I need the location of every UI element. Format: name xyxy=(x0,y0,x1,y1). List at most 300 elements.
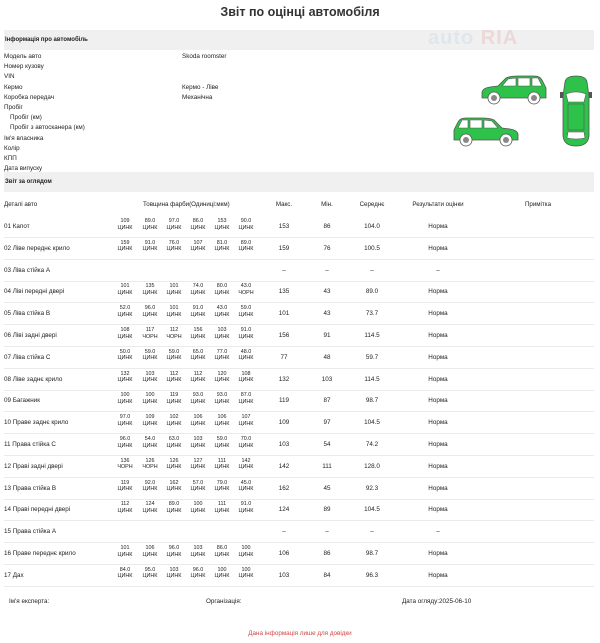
paint-material: ЦИНК xyxy=(166,573,182,580)
part-name: 01 Капот xyxy=(4,223,30,230)
paint-reading xyxy=(234,392,258,405)
paint-reading xyxy=(138,240,162,253)
paint-material: ЦИНК xyxy=(166,464,182,471)
paint-reading xyxy=(186,392,210,405)
paint-value: 117 xyxy=(145,327,155,333)
paint-value: 48.0 xyxy=(240,348,252,355)
paint-material: ЦИНК xyxy=(214,355,230,362)
paint-value: 89.0 xyxy=(240,239,252,246)
paint-reading xyxy=(186,371,210,384)
info-value: Кермо - Ліве xyxy=(182,83,219,91)
paint-value: 96.0 xyxy=(168,545,180,551)
paint-reading xyxy=(210,545,234,558)
paint-reading xyxy=(113,414,137,427)
result: Норма xyxy=(428,571,448,579)
paint-reading xyxy=(138,501,162,514)
paint-value: 84.0 xyxy=(119,566,131,573)
result: Норма xyxy=(428,244,448,252)
paint-material: ЦИНК xyxy=(214,420,230,427)
paint-reading xyxy=(162,327,186,340)
paint-material: ЦИНК xyxy=(238,333,254,340)
info-value: Skoda roomster xyxy=(182,53,227,60)
car-side-left-diagram xyxy=(478,74,550,106)
paint-reading xyxy=(210,371,234,384)
stat-max: 135 xyxy=(278,288,290,296)
table-row xyxy=(4,216,594,238)
paint-material: ЦИНК xyxy=(166,224,182,231)
paint-value: 142 xyxy=(241,457,251,464)
result: Норма xyxy=(428,506,448,514)
stat-avg: 96.3 xyxy=(365,571,379,579)
stat-max: 132 xyxy=(278,375,290,383)
paint-value: 101 xyxy=(169,305,179,312)
paint-value: 112 xyxy=(169,370,179,377)
column-part: Деталі авто xyxy=(4,201,38,208)
paint-reading xyxy=(162,305,186,318)
stat-min: 43 xyxy=(323,310,331,318)
paint-value: 108 xyxy=(241,370,251,377)
paint-material: ЦИНК xyxy=(238,573,254,580)
paint-material: ЦИНК xyxy=(190,573,206,580)
paint-material: ЦИНК xyxy=(214,486,230,493)
paint-value: 109 xyxy=(145,414,155,421)
table-row xyxy=(4,347,594,369)
paint-value: 100 xyxy=(193,501,203,508)
paint-reading xyxy=(113,545,137,558)
paint-material: ЦИНК xyxy=(214,398,230,405)
paint-material: ЦИНК xyxy=(166,289,182,296)
part-name: 03 Ліва стійка А xyxy=(4,266,51,274)
paint-value: 103 xyxy=(193,436,203,442)
paint-reading xyxy=(162,283,186,296)
stat-min: 89 xyxy=(323,506,331,514)
table-row xyxy=(4,478,594,500)
paint-value: 92.0 xyxy=(144,479,156,486)
paint-material: ЦИНК xyxy=(214,377,230,384)
result: Норма xyxy=(428,419,448,427)
table-row xyxy=(4,412,594,434)
stat-max: – xyxy=(282,266,286,274)
inspection-header: Звіт за оглядом xyxy=(4,172,594,192)
paint-value: 112 xyxy=(120,501,130,508)
stat-min: 87 xyxy=(323,397,331,405)
paint-reading xyxy=(210,218,234,231)
result: Норма xyxy=(428,484,448,492)
stat-avg: 104.5 xyxy=(364,419,380,427)
paint-reading xyxy=(186,480,210,493)
paint-material: ЦИНК xyxy=(117,507,133,514)
part-name: 14 Праві передні двері xyxy=(4,506,71,514)
paint-value: 91.0 xyxy=(240,327,252,333)
paint-reading xyxy=(162,240,186,253)
paint-reading xyxy=(234,545,258,558)
paint-value: 43.0 xyxy=(216,305,228,312)
stat-avg: 92.3 xyxy=(365,484,379,492)
paint-reading xyxy=(138,567,162,580)
paint-reading xyxy=(113,240,137,253)
paint-reading xyxy=(234,458,258,471)
paint-value: 70.0 xyxy=(240,436,252,442)
paint-material: ЦИНК xyxy=(166,442,182,449)
paint-value: 97.0 xyxy=(168,218,180,224)
paint-value: 100 xyxy=(241,545,251,551)
paint-reading xyxy=(113,480,137,493)
paint-reading xyxy=(138,545,162,558)
paint-value: 103 xyxy=(145,370,155,377)
car-side-right-diagram xyxy=(450,116,522,148)
paint-material: ЦИНК xyxy=(190,398,206,405)
paint-material: ЦИНК xyxy=(214,311,230,318)
paint-material: ЦИНК xyxy=(117,377,133,384)
stat-min: 45 xyxy=(323,484,331,492)
stat-min: 54 xyxy=(323,441,331,448)
result: Норма xyxy=(428,288,448,296)
result: Норма xyxy=(428,550,448,557)
paint-material: ЦИНК xyxy=(117,398,133,405)
paint-material: ЧОРН xyxy=(117,464,133,471)
paint-reading xyxy=(186,567,210,580)
paint-material: ЧОРН xyxy=(166,333,182,340)
paint-reading xyxy=(138,436,162,449)
paint-value: 86.0 xyxy=(216,545,228,551)
paint-reading xyxy=(234,283,258,296)
paint-value: 96.0 xyxy=(119,436,131,442)
paint-reading xyxy=(234,240,258,253)
paint-material: ЦИНК xyxy=(142,224,158,231)
info-label: Коробка передач xyxy=(4,93,55,101)
paint-material: ЦИНК xyxy=(142,246,158,253)
paint-reading xyxy=(113,349,137,362)
paint-reading xyxy=(113,567,137,580)
paint-value: 111 xyxy=(217,457,227,464)
stat-avg: 114.5 xyxy=(364,375,380,383)
paint-material: ЦИНК xyxy=(238,420,254,427)
paint-material: ЦИНК xyxy=(117,246,133,253)
paint-value: 103 xyxy=(169,566,179,573)
paint-material: ЦИНК xyxy=(190,311,206,318)
paint-value: 77.0 xyxy=(216,348,228,355)
paint-material: ЦИНК xyxy=(166,311,182,318)
paint-material: ЦИНК xyxy=(190,289,206,296)
stat-max: 156 xyxy=(278,332,290,339)
paint-material: ЦИНК xyxy=(117,573,133,580)
paint-material: ЦИНК xyxy=(238,224,254,231)
info-label: Дата випуску xyxy=(4,165,43,173)
paint-material: ЦИНК xyxy=(166,420,182,427)
paint-material: ЦИНК xyxy=(238,246,254,253)
paint-material: ЦИНК xyxy=(142,289,158,296)
paint-reading xyxy=(138,349,162,362)
paint-reading xyxy=(234,371,258,384)
paint-value: 111 xyxy=(217,501,227,508)
paint-material: ЦИНК xyxy=(214,246,230,253)
paint-reading xyxy=(138,327,162,340)
paint-reading xyxy=(113,218,137,231)
paint-value: 127 xyxy=(193,457,203,464)
paint-reading xyxy=(113,305,137,318)
paint-material: ЦИНК xyxy=(142,551,158,558)
table-row xyxy=(4,260,594,282)
paint-reading xyxy=(210,392,234,405)
paint-material: ЦИНК xyxy=(238,486,254,493)
inspection-date: Дата огляду:2025-06-10 xyxy=(402,598,472,605)
paint-material: ЦИНК xyxy=(190,442,206,449)
result: – xyxy=(436,266,440,274)
paint-material: ЦИНК xyxy=(190,333,206,340)
paint-material: ЦИНК xyxy=(142,486,158,493)
watermark-logo: auto RIA xyxy=(428,27,519,49)
stat-max: 106 xyxy=(278,550,290,557)
stat-min: 103 xyxy=(321,375,333,383)
stat-min: 91 xyxy=(323,332,331,339)
paint-material: ЦИНК xyxy=(214,573,230,580)
result: Норма xyxy=(428,223,448,230)
paint-material: ЦИНК xyxy=(190,420,206,427)
paint-value: 59.0 xyxy=(216,436,228,442)
paint-reading xyxy=(210,305,234,318)
paint-material: ЦИНК xyxy=(238,464,254,471)
table-row xyxy=(4,565,594,587)
paint-value: 93.0 xyxy=(192,392,204,399)
info-label: Модель авто xyxy=(4,53,42,60)
table-row xyxy=(4,456,594,478)
part-name: 04 Ліві передні двері xyxy=(4,288,65,296)
paint-reading xyxy=(210,240,234,253)
paint-reading xyxy=(210,567,234,580)
paint-value: 124 xyxy=(145,501,155,508)
stat-max: 109 xyxy=(278,419,290,427)
paint-value: 159 xyxy=(120,239,130,246)
column-result: Результати оцінки xyxy=(412,201,464,208)
paint-value: 109 xyxy=(120,218,130,224)
result: Норма xyxy=(428,353,448,361)
stat-min: 111 xyxy=(322,462,332,470)
paint-value: 90.0 xyxy=(240,218,252,224)
table-row xyxy=(4,325,594,347)
stat-min: 84 xyxy=(323,571,331,579)
paint-value: 156 xyxy=(193,327,203,333)
part-name: 15 Права стійка А xyxy=(4,528,57,536)
paint-material: ЦИНК xyxy=(166,551,182,558)
paint-value: 59.0 xyxy=(168,348,180,355)
paint-reading xyxy=(234,480,258,493)
paint-value: 120 xyxy=(217,370,227,377)
paint-material: ЦИНК xyxy=(214,464,230,471)
paint-reading xyxy=(234,436,258,449)
paint-reading xyxy=(138,392,162,405)
paint-material: ЦИНК xyxy=(142,355,158,362)
paint-value: 101 xyxy=(120,545,130,551)
paint-material: ЦИНК xyxy=(214,507,230,514)
paint-material: ЦИНК xyxy=(190,551,206,558)
paint-material: ЦИНК xyxy=(117,442,133,449)
paint-value: 119 xyxy=(120,479,130,486)
paint-value: 50.0 xyxy=(119,348,131,355)
paint-value: 97.0 xyxy=(119,414,131,421)
column-note: Примітка xyxy=(524,201,552,208)
stat-avg: 100.5 xyxy=(364,244,380,252)
paint-value: 86.0 xyxy=(192,218,204,224)
paint-reading xyxy=(186,240,210,253)
paint-material: ЦИНК xyxy=(142,377,158,384)
column-avg: Середнє xyxy=(359,201,385,208)
paint-material: ЦИНК xyxy=(142,398,158,405)
paint-material: ЦИНК xyxy=(238,551,254,558)
paint-reading xyxy=(138,218,162,231)
paint-material: ЦИНК xyxy=(238,355,254,362)
paint-material: ЦИНК xyxy=(238,311,254,318)
stat-max: 153 xyxy=(278,223,290,230)
stat-avg: 98.7 xyxy=(365,397,379,405)
paint-reading xyxy=(186,501,210,514)
stat-min: – xyxy=(325,266,329,274)
column-max: Макс. xyxy=(275,201,293,208)
paint-value: 119 xyxy=(169,392,179,399)
paint-reading xyxy=(113,392,137,405)
paint-value: 95.0 xyxy=(144,566,156,573)
paint-material: ЦИНК xyxy=(117,224,133,231)
paint-reading xyxy=(186,327,210,340)
paint-reading xyxy=(186,305,210,318)
result: – xyxy=(436,528,440,536)
paint-value: 106 xyxy=(193,414,203,421)
paint-reading xyxy=(186,349,210,362)
paint-value: 80.0 xyxy=(216,283,228,290)
paint-reading xyxy=(210,414,234,427)
table-row xyxy=(4,303,594,325)
paint-value: 96.0 xyxy=(144,305,156,312)
paint-value: 103 xyxy=(217,327,227,333)
paint-material: ЦИНК xyxy=(166,486,182,493)
paint-material: ЦИНК xyxy=(190,377,206,384)
paint-reading xyxy=(138,480,162,493)
paint-reading xyxy=(210,283,234,296)
paint-value: 108 xyxy=(120,327,130,333)
paint-material: ЦИНК xyxy=(117,289,133,296)
info-label: КПП xyxy=(4,155,17,162)
paint-material: ЧОРН xyxy=(142,464,158,471)
paint-reading xyxy=(138,414,162,427)
paint-material: ЦИНК xyxy=(142,507,158,514)
paint-reading xyxy=(210,480,234,493)
stat-min: 97 xyxy=(323,419,331,427)
paint-material: ЦИНК xyxy=(117,311,133,318)
stat-max: – xyxy=(282,528,286,536)
disclaimer: Дана інформація лише для довідки xyxy=(248,630,352,637)
result: Норма xyxy=(428,310,448,318)
stat-avg: 104.0 xyxy=(364,223,380,230)
paint-reading xyxy=(113,436,137,449)
expert-name: Ім'я експерта: xyxy=(9,598,50,605)
stat-max: 159 xyxy=(278,244,290,252)
paint-value: 96.0 xyxy=(192,566,204,573)
paint-material: ЦИНК xyxy=(238,442,254,449)
column-min: Мін. xyxy=(321,201,333,208)
part-name: 06 Ліві задні двері xyxy=(4,332,57,339)
stat-min: 86 xyxy=(323,550,331,557)
part-name: 11 Права стійка С xyxy=(4,441,56,448)
stat-max: 103 xyxy=(278,441,290,448)
paint-value: 59.0 xyxy=(240,305,252,312)
paint-reading xyxy=(186,218,210,231)
part-name: 09 Багажник xyxy=(4,397,41,405)
paint-material: ЦИНК xyxy=(214,551,230,558)
paint-value: 93.0 xyxy=(216,392,228,399)
stat-avg: 74.2 xyxy=(365,441,379,448)
stat-max: 77 xyxy=(280,353,288,361)
paint-value: 136 xyxy=(120,457,130,464)
paint-material: ЦИНК xyxy=(214,333,230,340)
paint-value: 91.0 xyxy=(192,305,204,312)
paint-value: 153 xyxy=(217,218,227,224)
paint-material: ЦИНК xyxy=(214,289,230,296)
info-label: VIN xyxy=(4,73,15,81)
paint-material: ЦИНК xyxy=(142,442,158,449)
table-row xyxy=(4,369,594,391)
stat-min: 86 xyxy=(323,223,331,230)
paint-value: 135 xyxy=(145,283,155,290)
paint-reading xyxy=(162,371,186,384)
paint-value: 89.0 xyxy=(144,218,156,224)
paint-reading xyxy=(234,414,258,427)
result: Норма xyxy=(428,375,448,383)
stat-avg: 59.7 xyxy=(365,353,379,361)
paint-reading xyxy=(162,480,186,493)
paint-reading xyxy=(210,327,234,340)
paint-reading xyxy=(234,218,258,231)
paint-reading xyxy=(186,545,210,558)
paint-value: 45.0 xyxy=(240,479,252,486)
paint-material: ЦИНК xyxy=(166,507,182,514)
paint-reading xyxy=(210,349,234,362)
paint-reading xyxy=(234,349,258,362)
paint-value: 79.0 xyxy=(216,479,228,486)
table-row xyxy=(4,434,594,456)
paint-value: 81.0 xyxy=(216,239,228,246)
stat-avg: 73.7 xyxy=(365,310,379,318)
paint-value: 63.0 xyxy=(168,436,180,442)
paint-reading xyxy=(234,567,258,580)
stat-max: 162 xyxy=(278,484,290,492)
paint-material: ЧОРН xyxy=(142,333,158,340)
paint-reading xyxy=(162,392,186,405)
info-label: Кермо xyxy=(4,83,23,91)
paint-value: 101 xyxy=(169,283,179,290)
paint-reading xyxy=(186,458,210,471)
result: Норма xyxy=(428,462,448,470)
part-name: 12 Праві задні двері xyxy=(4,462,63,470)
stat-min: 43 xyxy=(323,288,331,296)
paint-value: 76.0 xyxy=(168,239,180,246)
column-paint-thickness: Товщина фарби(Одиниці:мкм) xyxy=(143,201,230,208)
table-row xyxy=(4,238,594,260)
paint-reading xyxy=(234,327,258,340)
paint-reading xyxy=(210,458,234,471)
paint-material: ЦИНК xyxy=(190,246,206,253)
paint-material: ЦИНК xyxy=(117,333,133,340)
info-label: Ім'я власника xyxy=(4,134,44,142)
stat-max: 124 xyxy=(278,506,290,514)
paint-reading xyxy=(162,545,186,558)
paint-value: 100 xyxy=(241,566,251,573)
paint-reading xyxy=(162,349,186,362)
info-label: Колір xyxy=(4,144,20,152)
paint-value: 132 xyxy=(120,370,130,377)
paint-value: 100 xyxy=(120,392,130,399)
paint-value: 107 xyxy=(241,414,251,421)
paint-value: 54.0 xyxy=(144,436,156,442)
paint-value: 59.0 xyxy=(144,348,156,355)
